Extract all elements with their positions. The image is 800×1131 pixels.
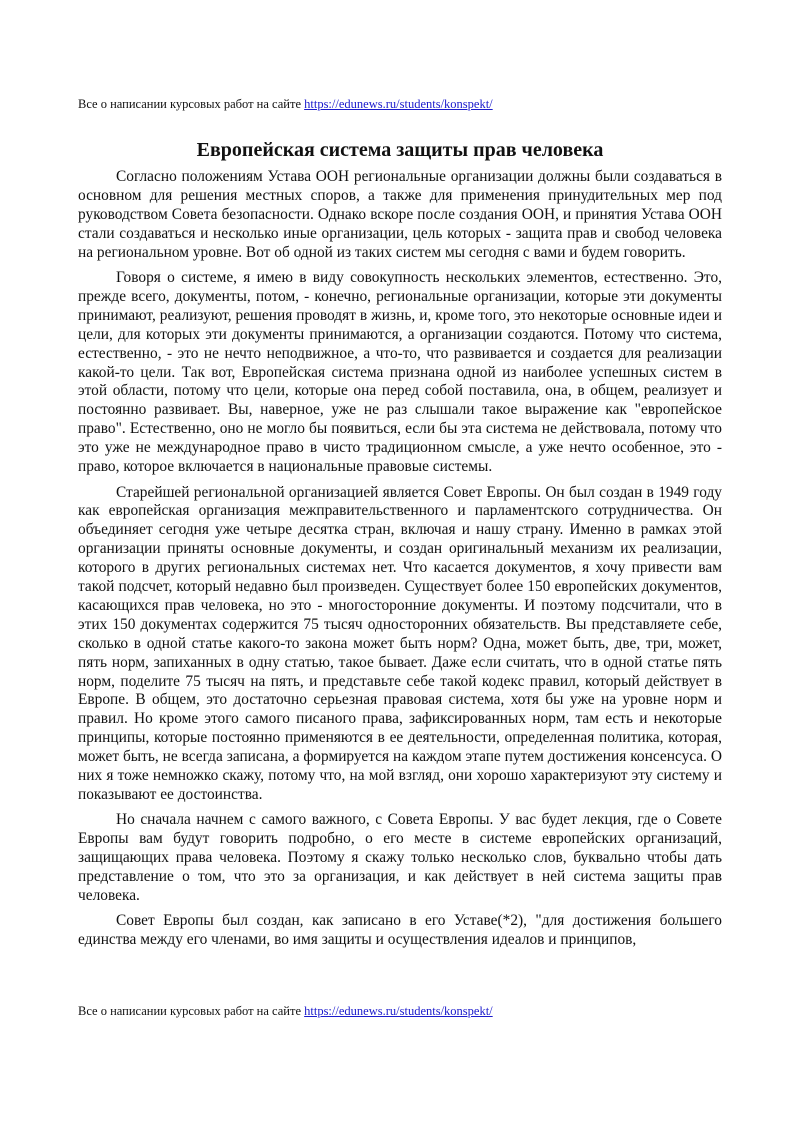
footer-link[interactable]: https://edunews.ru/students/konspekt/ — [304, 1004, 493, 1018]
paragraph-1: Согласно положениям Устава ООН региональные организации должны были создаваться в основном для решения местных споров, а также для применения принудительных мер под руководством Совета безопасности. Однако вскоре после создания ООН, и принятия Устава ООН стали создаваться и несколько иные организации, цель которых - защита прав и свобод человека на региональном уровне. Вот об одной из таких систем мы сегодня с вами и будем говорить. — [78, 168, 722, 261]
paragraph-5: Совет Европы был создан, как записано в его Уставе(*2), "для достижения большего единства между его членами, во имя защиты и осуществления идеалов и принципов, — [78, 912, 722, 949]
paragraph-2: Говоря о системе, я имею в виду совокупность нескольких элементов, естественно. Это, прежде всего, документы, потом, - конечно, региональные организации, которые эти документы принимают, реализуют, решения проводят в жизнь, и, кроме того, это некоторые основные идеи и цели, для которых эти документы принимаются, а организации создаются. Потому что система, естественно, - это не нечто неподвижное, а что-то, что развивается и создается для реализации какой-то цели. Так вот, Европейская система признана одной из наиболее успешных систем в этой области, потому что цели, которые она перед собой поставила, она, в общем, реализует и постоянно развивает. Вы, наверное, уже не раз слышали такое выражение как "европейское право". Естественно, оно не могло бы появиться, если бы эта система не действовала, потому что это уже не международное право в чисто традиционном смысле, а уже нечто особенное, это - право, которое включается в национальные правовые системы. — [78, 269, 722, 476]
header-link[interactable]: https://edunews.ru/students/konspekt/ — [304, 97, 493, 111]
paragraph-4: Но сначала начнем с самого важного, с Совета Европы. У вас будет лекция, где о Совете Европы вам будут говорить подробно, о его месте в системе европейских организаций, защищающих права человека. Поэтому я скажу только несколько слов, буквально чтобы дать представление о том, что это за организация, и как действует в ней система защиты прав человека. — [78, 811, 722, 905]
document-title: Европейская система защиты прав человека — [196, 139, 604, 161]
page-footer — [78, 1003, 493, 1019]
paragraph-3: Старейшей региональной организацией является Совет Европы. Он был создан в 1949 году как европейская организация межправительственного и парламентского сотрудничества. Он объединяет сегодня уже четыре десятка стран, включая и нашу страну. Именно в рамках этой организации приняты основные документы, и создан оригинальный механизм их реализации, которого в других региональных системах нет. Что касается документов, я хочу привести вам такой подсчет, который недавно был произведен. Существует более 150 европейских документов, касающихся прав человека, но это - многосторонние документы. И поэтому подсчитали, что в этих 150 документах содержится 75 тысяч односторонних обязательств. Вы представляете себе, сколько в одной статье какого-то закона может быть норм? Одна, может быть, две, три, может, пять норм, запиханных в одну статью, такое бывает. Даже если считать, что в одной статье пять норм, поделите 75 тысяч на пять, и представьте себе такой кодекс правил, который действует в Европе. В общем, это достаточно серьезная правовая система, хотя бы уже на уровне норм и правил. Но кроме этого самого писаного права, зафиксированных норм, там есть и некоторые принципы, которые постоянно применяются в ее деятельности, определенная политика, которая, может быть, не всегда записана, а формируется на каждом этапе путем достижения консенсуса. О них я тоже немножко скажу, потому что, на мой взгляд, они хорошо характеризуют эту систему и показывают ее достоинства. — [78, 483, 722, 803]
header-text: Все о написании курсовых работ на сайте — [78, 97, 305, 111]
page-header — [78, 96, 493, 112]
footer-text: Все о написании курсовых работ на сайте — [78, 1004, 305, 1018]
document-body — [78, 168, 722, 1000]
